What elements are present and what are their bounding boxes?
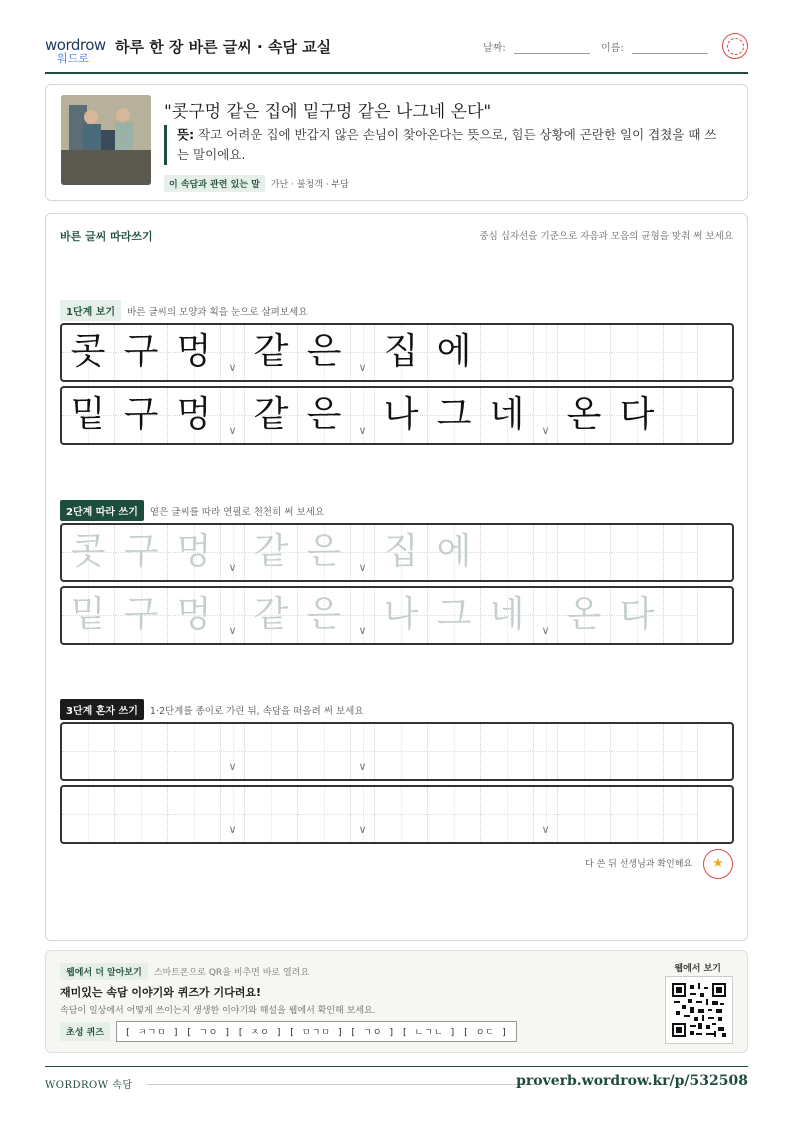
grid-cell[interactable] xyxy=(481,588,534,643)
teacher-note: 다 쓴 뒤 선생님과 확인해요 xyxy=(585,859,693,870)
guide-line-vertical xyxy=(546,525,547,580)
page-footer xyxy=(45,1066,748,1091)
practice-char: 집 xyxy=(383,531,419,572)
grid-cell[interactable] xyxy=(351,588,375,643)
grid-cell[interactable] xyxy=(62,325,115,380)
logo-wordmark: wordrow xyxy=(45,36,106,54)
grid-cell[interactable] xyxy=(62,588,115,643)
guide-line-vertical xyxy=(507,525,508,580)
grid-cell[interactable] xyxy=(351,325,375,380)
grid-cell[interactable] xyxy=(221,388,245,443)
step2-row-2[interactable] xyxy=(60,586,734,645)
grid-cell[interactable] xyxy=(558,724,611,779)
grid-cell[interactable] xyxy=(534,325,558,380)
web-badge-row xyxy=(60,963,309,980)
grid-cell[interactable] xyxy=(351,525,375,580)
web-badge: 웹에서 더 알아보기 xyxy=(60,963,148,980)
guide-line-vertical xyxy=(584,325,585,380)
step2-heading xyxy=(60,500,324,521)
step2-hint: 옅은 글씨를 따라 연필로 천천히 써 보세요 xyxy=(149,507,325,518)
practice-char: 밑 xyxy=(70,394,106,435)
practice-char: 네 xyxy=(489,394,525,435)
grid-cell[interactable] xyxy=(221,787,245,842)
grid-cell[interactable] xyxy=(558,588,611,643)
step1-row-2 xyxy=(60,386,734,445)
date-line[interactable] xyxy=(514,42,590,54)
meaning-text: 작고 어려운 집에 반갑지 않은 손님이 찾아온다는 뜻으로, 힘든 상황에 곤란한 일이 겹쳤을 때 쓰는 말이에요. xyxy=(177,127,717,162)
meaning-label: 뜻: xyxy=(177,127,195,142)
name-field[interactable] xyxy=(601,39,708,54)
practice-title: 바른 글씨 따라쓰기 xyxy=(60,230,153,243)
grid-cell[interactable] xyxy=(351,388,375,443)
grid-cell[interactable] xyxy=(481,388,534,443)
grid-cell[interactable] xyxy=(245,525,298,580)
grid-cell[interactable] xyxy=(558,388,611,443)
related-list: 가난 · 불청객 · 부담 xyxy=(270,180,349,190)
guide-line-vertical xyxy=(637,787,638,842)
guide-line-vertical xyxy=(401,724,402,779)
grid-cell[interactable] xyxy=(62,724,115,779)
practice-char: 콧 xyxy=(70,531,106,572)
grid-cell[interactable] xyxy=(375,588,428,643)
space-mark-icon: ∨ xyxy=(541,624,550,637)
grid-cell[interactable] xyxy=(611,588,664,643)
grid-cell[interactable] xyxy=(611,388,664,443)
teacher-check xyxy=(585,849,733,879)
guide-line-vertical xyxy=(507,787,508,842)
practice-char: 같 xyxy=(253,394,289,435)
grid-cell[interactable] xyxy=(115,787,168,842)
grid-cell[interactable] xyxy=(62,787,115,842)
practice-char: 에 xyxy=(436,531,472,572)
grid-cell[interactable] xyxy=(62,525,115,580)
grid-cell[interactable] xyxy=(115,588,168,643)
grid-cell[interactable] xyxy=(534,787,558,842)
teacher-seal-icon: ★ xyxy=(703,849,733,879)
web-description: 속담이 일상에서 어떻게 쓰이는지 생생한 이야기와 해설을 웹에서 확인해 보세요. xyxy=(60,1006,376,1016)
grid-cell[interactable] xyxy=(611,525,664,580)
practice-char: 온 xyxy=(566,394,602,435)
practice-char: 구 xyxy=(123,531,159,572)
chosung-quiz xyxy=(60,1021,517,1042)
practice-char: 은 xyxy=(306,394,342,435)
web-badge-hint: 스마트폰으로 QR을 비추면 바로 열려요 xyxy=(153,968,310,978)
grid-cell[interactable] xyxy=(168,787,221,842)
space-mark-icon: ∨ xyxy=(228,624,237,637)
grid-cell[interactable] xyxy=(115,724,168,779)
guide-line-vertical xyxy=(507,325,508,380)
grid-cell[interactable] xyxy=(168,388,221,443)
step1-heading xyxy=(60,300,307,321)
step3-row-1[interactable] xyxy=(60,722,734,781)
space-mark-icon: ∨ xyxy=(228,424,237,437)
grid-cell[interactable] xyxy=(298,525,351,580)
grid-cell[interactable] xyxy=(481,724,534,779)
grid-cell[interactable] xyxy=(375,325,428,380)
space-mark-icon: ∨ xyxy=(228,561,237,574)
proverb-meaning xyxy=(164,125,724,165)
grid-cell[interactable] xyxy=(558,325,611,380)
practice-char: 콧 xyxy=(70,331,106,372)
proverb-title: "콧구멍 같은 집에 밑구멍 같은 나그네 온다" xyxy=(164,102,492,122)
guide-line-vertical xyxy=(141,724,142,779)
practice-char: 네 xyxy=(489,594,525,635)
grid-cell[interactable] xyxy=(168,724,221,779)
grid-cell[interactable] xyxy=(534,724,558,779)
space-mark-icon: ∨ xyxy=(358,760,367,773)
practice-char: 구 xyxy=(123,594,159,635)
grid-cell[interactable] xyxy=(298,588,351,643)
grid-cell[interactable] xyxy=(428,388,481,443)
practice-char: 에 xyxy=(436,331,472,372)
proverb-card xyxy=(45,84,748,201)
grid-cell[interactable] xyxy=(375,724,428,779)
guide-line-vertical xyxy=(141,787,142,842)
page-header xyxy=(45,30,748,74)
grid-cell[interactable] xyxy=(428,787,481,842)
practice-char: 은 xyxy=(306,331,342,372)
guide-line-vertical xyxy=(681,588,682,643)
guide-line-vertical xyxy=(88,724,89,779)
grid-cell[interactable] xyxy=(245,588,298,643)
grid-cell[interactable] xyxy=(221,325,245,380)
grid-cell[interactable] xyxy=(62,388,115,443)
guide-line-vertical xyxy=(271,787,272,842)
footer-brand: WORDROW 속담 xyxy=(45,1080,133,1091)
practice-char: 구 xyxy=(123,331,159,372)
grid-cell[interactable] xyxy=(298,325,351,380)
grid-cell[interactable] xyxy=(611,787,664,842)
practice-char: 집 xyxy=(383,331,419,372)
grid-cell[interactable] xyxy=(168,525,221,580)
logo-korean: 워드로 xyxy=(57,52,89,65)
space-mark-icon: ∨ xyxy=(358,361,367,374)
proverb-illustration xyxy=(61,95,151,185)
grid-cell[interactable] xyxy=(481,525,534,580)
guide-line-vertical xyxy=(194,724,195,779)
grid-cell[interactable] xyxy=(481,787,534,842)
space-mark-icon: ∨ xyxy=(358,561,367,574)
grid-cell[interactable] xyxy=(664,325,698,380)
step3-hint: 1·2단계를 종이로 가린 뒤, 속담을 떠올려 써 보세요 xyxy=(149,706,364,717)
grid-cell[interactable] xyxy=(115,525,168,580)
practice-char: 그 xyxy=(436,394,472,435)
name-label: 이름: xyxy=(601,43,624,54)
space-mark-icon: ∨ xyxy=(228,361,237,374)
quiz-label: 초성 퀴즈 xyxy=(60,1022,110,1041)
quiz-box: [ ㅋㄱㅁ ] [ ㄱㅇ ] [ ㅈㅇ ] [ ㅁㄱㅁ ] [ ㄱㅇ ] [ ㄴㄱㄴ ] [ ㅇㄷ ] xyxy=(116,1021,517,1042)
guide-line-vertical xyxy=(546,325,547,380)
grid-cell[interactable] xyxy=(245,388,298,443)
practice-hint: 중심 십자선을 기준으로 자음과 모음의 균형을 맞춰 써 보세요 xyxy=(479,231,733,242)
footer-divider xyxy=(147,1084,536,1085)
space-mark-icon: ∨ xyxy=(228,760,237,773)
space-mark-icon: ∨ xyxy=(358,424,367,437)
grid-cell[interactable] xyxy=(375,787,428,842)
practice-char: 나 xyxy=(383,594,419,635)
grid-cell[interactable] xyxy=(245,724,298,779)
guide-line-vertical xyxy=(271,724,272,779)
grid-cell[interactable] xyxy=(534,525,558,580)
practice-char: 멍 xyxy=(176,394,212,435)
grid-cell[interactable] xyxy=(221,724,245,779)
guide-line-vertical xyxy=(681,787,682,842)
footer-url[interactable]: proverb.wordrow.kr/p/532508 xyxy=(516,1073,748,1089)
grid-cell[interactable] xyxy=(664,724,698,779)
step3-row-2[interactable] xyxy=(60,785,734,844)
practice-char: 구 xyxy=(123,394,159,435)
practice-char: 밑 xyxy=(70,594,106,635)
grid-cell[interactable] xyxy=(168,325,221,380)
practice-char: 다 xyxy=(619,594,655,635)
grid-cell[interactable] xyxy=(298,724,351,779)
grid-cell[interactable] xyxy=(221,525,245,580)
guide-line-vertical xyxy=(401,787,402,842)
grid-cell[interactable] xyxy=(298,388,351,443)
grid-cell[interactable] xyxy=(351,787,375,842)
practice-char: 같 xyxy=(253,531,289,572)
space-mark-icon: ∨ xyxy=(541,823,550,836)
grid-cell[interactable] xyxy=(664,388,698,443)
guide-line-vertical xyxy=(681,388,682,443)
practice-char: 같 xyxy=(253,594,289,635)
practice-char: 그 xyxy=(436,594,472,635)
grid-cell[interactable] xyxy=(558,525,611,580)
qr-label: 웹에서 보기 xyxy=(674,964,721,974)
practice-char: 은 xyxy=(306,594,342,635)
grid-cell[interactable] xyxy=(534,388,558,443)
grid-cell[interactable] xyxy=(221,588,245,643)
step2-badge: 2단계 따라 쓰기 xyxy=(60,500,144,521)
step3-heading xyxy=(60,699,364,720)
guide-line-vertical xyxy=(324,787,325,842)
web-section xyxy=(45,950,748,1053)
guide-line-vertical xyxy=(681,525,682,580)
grid-cell[interactable] xyxy=(611,724,664,779)
grid-cell[interactable] xyxy=(428,724,481,779)
practice-char: 멍 xyxy=(176,331,212,372)
space-mark-icon: ∨ xyxy=(541,424,550,437)
guide-line-vertical xyxy=(681,724,682,779)
guide-line-vertical xyxy=(584,787,585,842)
practice-char: 온 xyxy=(566,594,602,635)
grid-cell[interactable] xyxy=(245,787,298,842)
space-mark-icon: ∨ xyxy=(358,823,367,836)
grid-cell[interactable] xyxy=(375,525,428,580)
grid-cell[interactable] xyxy=(115,325,168,380)
space-mark-icon: ∨ xyxy=(358,624,367,637)
grid-cell[interactable] xyxy=(664,588,698,643)
practice-char: 은 xyxy=(306,531,342,572)
practice-char: 같 xyxy=(253,331,289,372)
practice-char: 멍 xyxy=(176,531,212,572)
grid-cell[interactable] xyxy=(375,388,428,443)
grid-cell[interactable] xyxy=(611,325,664,380)
grid-cell[interactable] xyxy=(664,787,698,842)
grid-cell[interactable] xyxy=(481,325,534,380)
wordrow-logo[interactable] xyxy=(45,34,107,66)
guide-line-vertical xyxy=(507,724,508,779)
guide-line-vertical xyxy=(194,787,195,842)
guide-line-vertical xyxy=(637,325,638,380)
grid-cell[interactable] xyxy=(558,787,611,842)
grid-cell[interactable] xyxy=(168,588,221,643)
step2-row-1[interactable] xyxy=(60,523,734,582)
step1-hint: 바른 글씨의 모양과 획을 눈으로 살펴보세요 xyxy=(127,307,308,318)
check-stamp-icon xyxy=(722,33,748,59)
related-words xyxy=(164,175,349,192)
grid-cell[interactable] xyxy=(664,525,698,580)
name-line[interactable] xyxy=(632,42,708,54)
practice-char: 멍 xyxy=(176,594,212,635)
qr-code-icon[interactable] xyxy=(665,976,733,1044)
guide-line-vertical xyxy=(454,787,455,842)
guide-line-vertical xyxy=(637,724,638,779)
web-headline: 재미있는 속담 이야기와 퀴즈가 기다려요! xyxy=(60,986,261,999)
guide-line-vertical xyxy=(681,325,682,380)
guide-line-vertical xyxy=(584,525,585,580)
grid-cell[interactable] xyxy=(534,588,558,643)
step3-badge: 3단계 혼자 쓰기 xyxy=(60,699,144,720)
grid-cell[interactable] xyxy=(351,724,375,779)
guide-line-vertical xyxy=(637,525,638,580)
related-label: 이 속담과 관련 있는 말 xyxy=(164,175,265,192)
grid-cell[interactable] xyxy=(115,388,168,443)
step1-badge: 1단계 보기 xyxy=(60,300,121,321)
grid-cell[interactable] xyxy=(428,325,481,380)
grid-cell[interactable] xyxy=(428,525,481,580)
guide-line-vertical xyxy=(88,787,89,842)
guide-line-vertical xyxy=(454,724,455,779)
space-mark-icon: ∨ xyxy=(228,823,237,836)
practice-char: 다 xyxy=(619,394,655,435)
grid-cell[interactable] xyxy=(428,588,481,643)
step1-row-1 xyxy=(60,323,734,382)
practice-char: 나 xyxy=(383,394,419,435)
date-label: 날짜: xyxy=(483,43,506,54)
grid-cell[interactable] xyxy=(298,787,351,842)
guide-line-vertical xyxy=(324,724,325,779)
page-title: 하루 한 장 바른 글씨 · 속담 교실 xyxy=(115,38,332,56)
guide-line-vertical xyxy=(584,724,585,779)
grid-cell[interactable] xyxy=(245,325,298,380)
date-field[interactable] xyxy=(483,39,590,54)
guide-line-vertical xyxy=(546,724,547,779)
